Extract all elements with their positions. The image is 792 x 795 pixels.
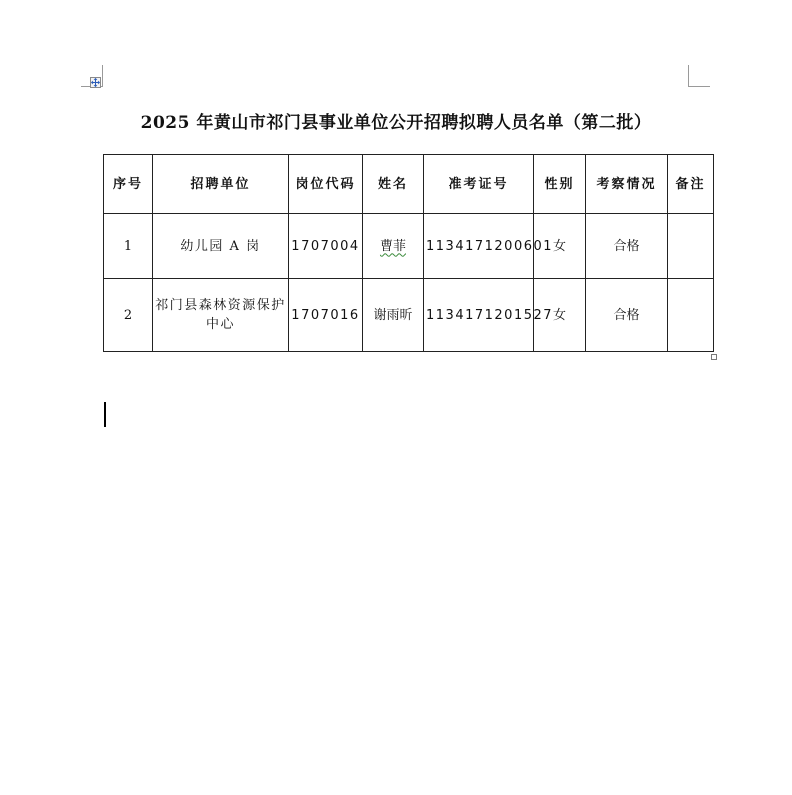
cell-unit[interactable]: 幼儿园 A 岗 bbox=[153, 214, 289, 279]
table-move-handle-icon[interactable] bbox=[90, 77, 101, 88]
header-unit: 招聘单位 bbox=[153, 155, 289, 214]
candidate-table bbox=[103, 154, 714, 352]
cell-index[interactable]: 1 bbox=[104, 214, 153, 279]
table-row bbox=[104, 214, 714, 279]
header-index: 序号 bbox=[104, 155, 153, 214]
header-exam-id: 准考证号 bbox=[424, 155, 534, 214]
cell-review[interactable]: 合格 bbox=[586, 214, 668, 279]
table-resize-handle[interactable] bbox=[711, 354, 717, 360]
table-row bbox=[104, 279, 714, 352]
header-name: 姓名 bbox=[363, 155, 424, 214]
cell-gender[interactable]: 女 bbox=[534, 214, 586, 279]
cell-name-text: 曹菲 bbox=[379, 238, 406, 254]
header-remarks: 备注 bbox=[668, 155, 714, 214]
cell-exam-id[interactable]: 1134171201527 bbox=[424, 279, 534, 352]
header-review: 考察情况 bbox=[586, 155, 668, 214]
cell-name[interactable] bbox=[363, 214, 424, 279]
cell-post-code[interactable]: 1707004 bbox=[289, 214, 363, 279]
cell-remarks[interactable] bbox=[668, 214, 714, 279]
cell-index[interactable]: 2 bbox=[104, 279, 153, 352]
table-header-row bbox=[104, 155, 714, 214]
cell-review[interactable]: 合格 bbox=[586, 279, 668, 352]
header-gender: 性别 bbox=[534, 155, 586, 214]
cell-unit[interactable]: 祁门县森林资源保护中心 bbox=[153, 279, 289, 352]
document-title: 2025 年黄山市祁门县事业单位公开招聘拟聘人员名单（第二批） bbox=[140, 113, 652, 133]
cell-exam-id[interactable]: 1134171200601 bbox=[424, 214, 534, 279]
cell-gender[interactable]: 女 bbox=[534, 279, 586, 352]
cell-post-code[interactable]: 1707016 bbox=[289, 279, 363, 352]
cell-remarks[interactable] bbox=[668, 279, 714, 352]
cell-name[interactable]: 谢雨昕 bbox=[363, 279, 424, 352]
margin-corner-top-right bbox=[688, 65, 710, 87]
text-cursor bbox=[104, 402, 106, 427]
header-post-code: 岗位代码 bbox=[289, 155, 363, 214]
